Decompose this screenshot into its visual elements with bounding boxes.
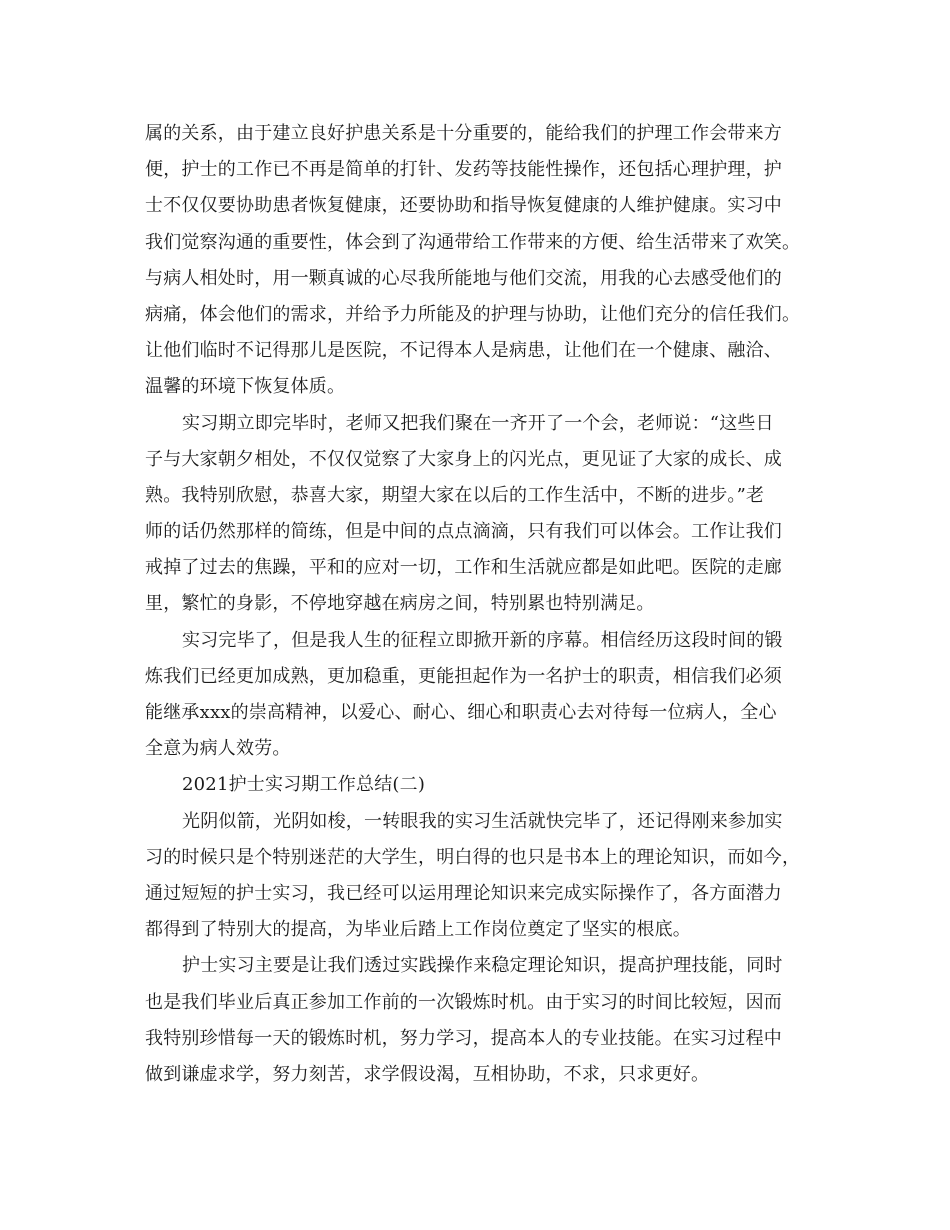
text-line: 士不仅仅要协助患者恢复健康，还要协助和指导恢复健康的人维护健康。实习中	[145, 195, 782, 217]
text-line: 炼我们已经更加成熟，更加稳重，更能担起作为一名护士的职责，相信我们必须	[145, 665, 782, 687]
text-line: 都得到了特别大的提高，为毕业后踏上工作岗位奠定了坚实的根底。	[145, 919, 691, 941]
text-line: 病痛，体会他们的需求，并给予力所能及的护理与协助，让他们充分的信任我们。	[145, 303, 801, 325]
text-line: 戒掉了过去的焦躁，平和的应对一切，工作和生活就应都是如此吧。医院的走廊	[145, 557, 782, 579]
text-line: 实习完毕了，但是我人生的征程立即掀开新的序幕。相信经历这段时间的锻	[182, 629, 783, 651]
text-line: 师的话仍然那样的简练，但是中间的点点滴滴，只有我们可以体会。工作让我们	[145, 521, 782, 543]
text-line: 实习期立即完毕时，老师又把我们聚在一齐开了一个会，老师说：“这些日	[182, 412, 774, 434]
document-body	[145, 116, 810, 1093]
text-line: 我特别珍惜每一天的锻炼时机，努力学习，提高本人的专业技能。在实习过程中	[145, 1027, 782, 1049]
text-line: 习的时候只是个特别迷茫的大学生，明白得的也只是书本上的理论知识，而如今，	[145, 846, 801, 868]
text-line: 做到谦虚求学，努力刻苦，求学假设渴，互相协助，不求，只求更好。	[145, 1063, 710, 1085]
section-heading: 2021护士实习期工作总结(二)	[182, 774, 426, 796]
text-line: 全意为病人效劳。	[145, 738, 291, 760]
text-line: 通过短短的护士实习，我已经可以运用理论知识来完成实际操作了，各方面潜力	[145, 882, 782, 904]
text-line: 属的关系，由于建立良好护患关系是十分重要的，能给我们的护理工作会带来方	[145, 123, 782, 144]
text-line: 护士实习主要是让我们透过实践操作来稳定理论知识，提高护理技能，同时	[182, 955, 783, 977]
text-line: 也是我们毕业后真正参加工作前的一次锻炼时机。由于实习的时间比较短，因而	[145, 991, 782, 1013]
text-line: 温馨的环境下恢复体质。	[145, 376, 346, 398]
text-line: 子与大家朝夕相处，不仅仅觉察了大家身上的闪光点，更见证了大家的成长、成	[145, 448, 782, 470]
text-line: 我们觉察沟通的重要性，体会到了沟通带给工作带来的方便、给生活带来了欢笑。	[145, 231, 801, 253]
text-line: 让他们临时不记得那儿是医院，不记得本人是病患，让他们在一个健康、融洽、	[145, 340, 782, 362]
text-line: 熟。我特别欣慰，恭喜大家，期望大家在以后的工作生活中，不断的进步。”老	[145, 484, 765, 506]
text-line: 能继承xxx的崇高精神，以爱心、耐心、细心和职责心去对待每一位病人，全心	[145, 702, 777, 723]
text-line: 与病人相处时，用一颗真诚的心尽我所能地与他们交流，用我的心去感受他们的	[145, 267, 782, 289]
text-line: 便，护士的工作已不再是简单的打针、发药等技能性操作，还包括心理护理，护	[145, 159, 782, 181]
text-line: 里，繁忙的身影，不停地穿越在病房之间，特别累也特别满足。	[145, 593, 655, 615]
text-line: 光阴似箭，光阴如梭，一转眼我的实习生活就快完毕了，还记得刚来参加实	[182, 810, 783, 832]
